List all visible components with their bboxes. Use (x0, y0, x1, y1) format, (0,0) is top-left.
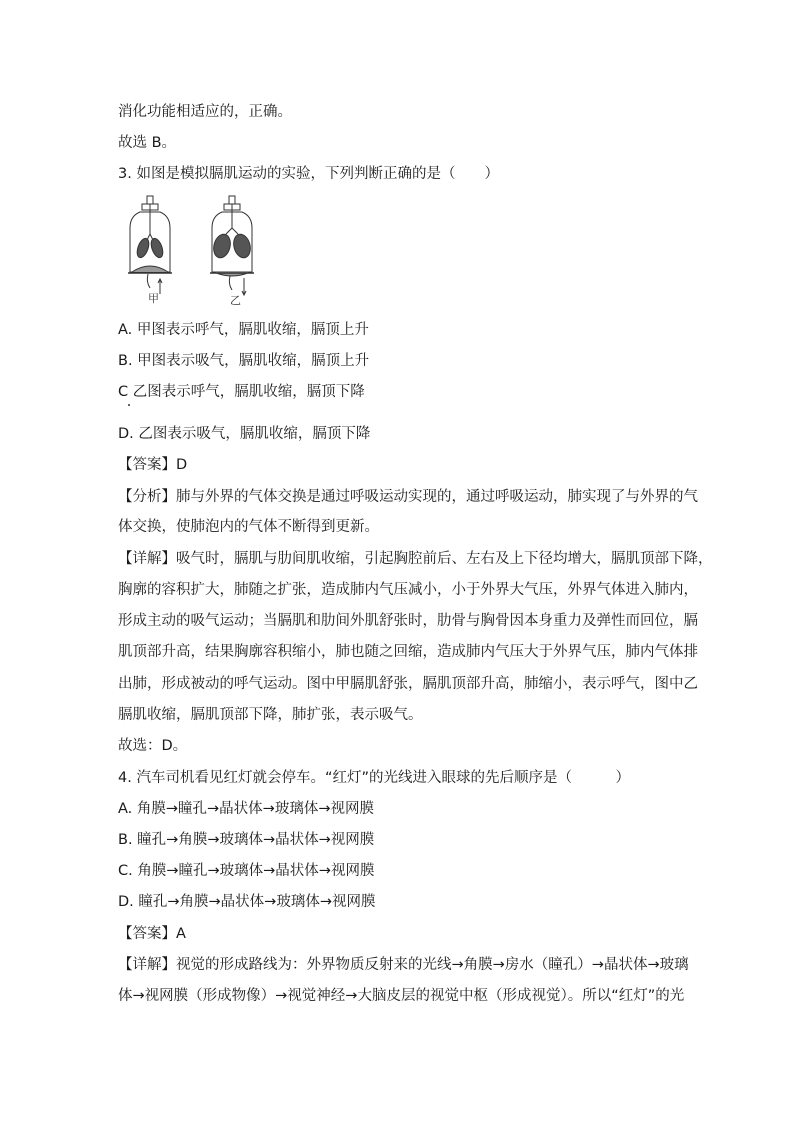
analysis: 【分析】肺与外界的气体交换是通过呼吸运动实现的，通过呼吸运动，肺实现了与外界的气 (118, 489, 698, 505)
explanation: 出肺，形成被动的呼气运动。图中甲膈肌舒张，膈肌顶部升高，肺缩小，表示呼气，图中乙 (118, 676, 698, 692)
bell-jar-right (210, 196, 254, 295)
option-a: A. 甲图表示呼气，膈肌收缩，膈顶上升 (118, 322, 369, 338)
explanation: 形成主动的吸气运动；当膈肌和肋间外肌舒张时，肋骨与胸骨因本身重力及弹性而回位，膈 (118, 613, 698, 629)
explanation: 胸廓的容积扩大，肺随之扩张，造成肺内气压减小，小于外界大气压，外界气体进入肺内， (118, 582, 698, 598)
option-b: B. 甲图表示吸气，膈肌收缩，膈顶上升 (118, 353, 370, 369)
diaphragm-experiment-figure (126, 194, 276, 306)
analysis: 体交换，使肺泡内的气体不断得到更新。 (118, 519, 379, 535)
figure-label-yi: 乙 (230, 294, 241, 306)
question-3-stem: 3. 如图是模拟膈肌运动的实验，下列判断正确的是（ ） (118, 166, 499, 182)
choice-result: 故选：D。 (118, 738, 188, 754)
option-c: C 乙图表示呼气，膈肌收缩，膈顶下降 (118, 384, 365, 400)
option-d: D. 瞳孔→角膜→晶状体→玻璃体→视网膜 (118, 894, 376, 910)
answer: 【答案】A (118, 926, 186, 942)
option-c: C. 角膜→瞳孔→玻璃体→晶状体→视网膜 (118, 863, 375, 879)
option-b: B. 瞳孔→角膜→玻璃体→晶状体→视网膜 (118, 832, 375, 848)
option-a: A. 角膜→瞳孔→晶状体→玻璃体→视网膜 (118, 801, 374, 817)
explanation: 体→视网膜（形成物像）→视觉神经→大脑皮层的视觉中枢（形成视觉）。所以“红灯”的光 (118, 988, 685, 1004)
stray-dot (128, 404, 130, 406)
text-line: 故选 B。 (118, 135, 177, 151)
explanation: 【详解】吸气时，膈肌与肋间肌收缩，引起胸腔前后、左右及上下径均增大，膈肌顶部下降， (118, 551, 713, 567)
figure-label-jia: 甲 (148, 292, 159, 305)
option-d: D. 乙图表示吸气，膈肌收缩，膈顶下降 (118, 426, 371, 442)
question-4-stem: 4. 汽车司机看见红灯就会停车。“红灯”的光线进入眼球的先后顺序是（ ） (118, 770, 630, 786)
text-line: 消化功能相适应的，正确。 (118, 104, 292, 120)
answer: 【答案】D (118, 457, 188, 473)
explanation: 膈肌收缩，膈肌顶部下降，肺扩张，表示吸气。 (118, 707, 423, 723)
explanation: 肌顶部升高，结果胸廓容积缩小，肺也随之回缩，造成肺内气压大于外界气压，肺内气体排 (118, 644, 698, 660)
explanation: 【详解】视觉的形成路线为：外界物质反射来的光线→角膜→房水（瞳孔）→晶状体→玻璃 (118, 957, 689, 973)
bell-jar-left (128, 196, 172, 294)
